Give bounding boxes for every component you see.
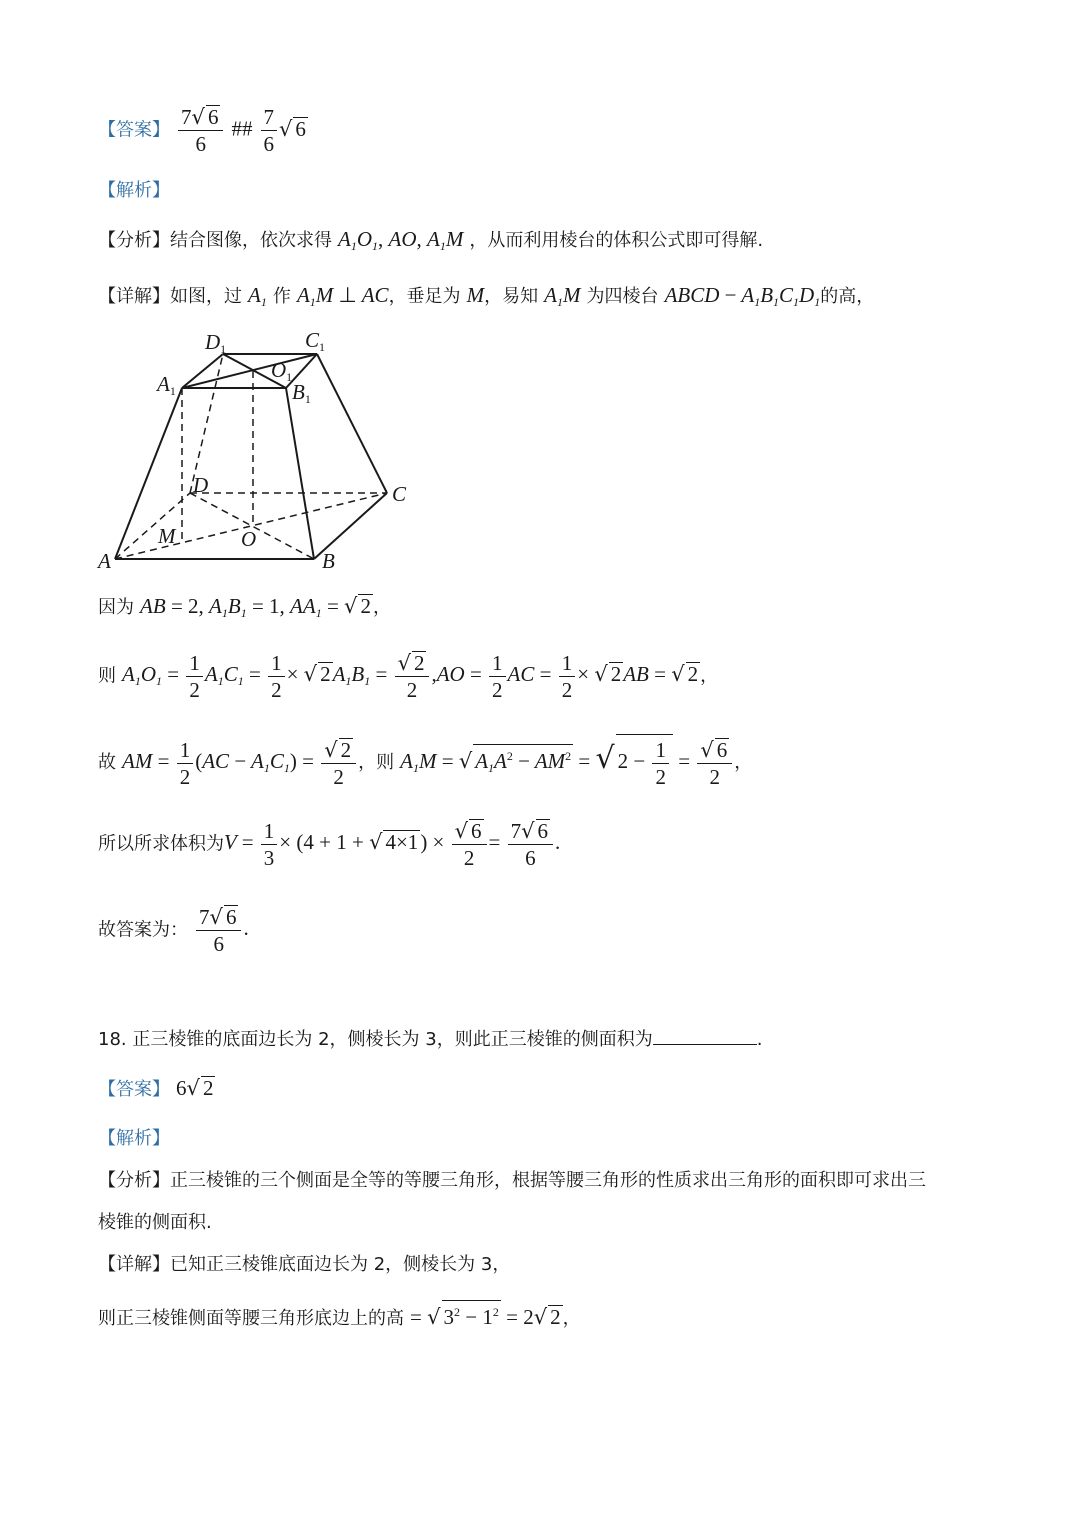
then-text: ，则 bbox=[358, 752, 395, 773]
q17-detail bbox=[98, 281, 874, 316]
edge-ad-hidden bbox=[115, 493, 190, 559]
then-text: 则 bbox=[98, 665, 116, 687]
volume-line bbox=[98, 818, 560, 871]
volume-math: V = $\frac{1}{3}$ × (4 + 1 + √ 4×1) × $\frac{√ 6}{2}$ = $\frac{7√ 6}{6}$ . bbox=[224, 819, 561, 870]
fenxi-text: 棱锥的侧面积. bbox=[98, 1212, 212, 1233]
fenxi-tag: 【分析】 bbox=[98, 1170, 170, 1191]
detail-text: ，易知 bbox=[484, 286, 539, 307]
detail-math: M bbox=[466, 283, 485, 307]
label-d1: D1 bbox=[205, 330, 227, 356]
q18-question bbox=[98, 1025, 762, 1054]
fenxi-formula: $A_1O_1$, AO, $A_1M$ bbox=[338, 227, 464, 253]
label-m: M bbox=[158, 524, 176, 548]
q18-answer-math: 6√ 2 bbox=[176, 1076, 214, 1100]
detail-text: 为四棱台 bbox=[586, 286, 659, 307]
answer-fraction-alt: $\frac{7}{6}$ bbox=[261, 104, 278, 157]
answer-sqrt: √ 6 bbox=[279, 116, 306, 141]
label-a1: A1 bbox=[157, 372, 176, 398]
label-b1: B1 bbox=[292, 380, 311, 406]
edge-bb1 bbox=[286, 388, 314, 559]
answer-separator: ## bbox=[231, 116, 253, 141]
detail-math: $A_1$ bbox=[248, 283, 267, 309]
q17-analysis-heading bbox=[98, 176, 170, 205]
last-line-text: 则正三棱锥侧面等腰三角形底边上的高 bbox=[98, 1308, 404, 1329]
final-math: $\frac{7√ 6}{6}$ . bbox=[194, 916, 249, 940]
answer-blank bbox=[653, 1026, 757, 1045]
fenxi-text: 正三棱锥的三个侧面是全等的等腰三角形，根据等腰三角形的性质求出三角形的面积即可求出三 bbox=[170, 1170, 926, 1191]
answer-fraction: $\frac{7√ 6}{6}$ bbox=[178, 104, 223, 157]
label-o: O bbox=[241, 527, 257, 551]
a1m-math: $A_1M$ = √ $A_1A^2 - AM^2$ = √ 2 − $\frac{1}{2}$ = $\frac{√ 6}{2}$ bbox=[400, 749, 734, 773]
detail-tag: 【详解】 bbox=[98, 1254, 170, 1275]
volume-text: 所以所求体积为 bbox=[98, 833, 224, 855]
label-o1: O1 bbox=[271, 358, 293, 384]
label-b: B bbox=[322, 549, 335, 573]
q18-answer-line bbox=[98, 1074, 215, 1104]
q17-answer-line bbox=[98, 104, 308, 157]
am-math: AM = $\frac{1}{2}$ $(AC - A_1C_1)$ = $\frac{√ 2}{2}$ bbox=[122, 749, 358, 773]
q18-analysis-heading bbox=[98, 1124, 170, 1153]
because-math: AB = 2, $A_1B_1 = 1$, $AA_1$ = √ 2 bbox=[140, 594, 371, 620]
edge-cc1 bbox=[317, 354, 387, 493]
detail-text: 的高， bbox=[820, 286, 875, 307]
therefore-text: 故 bbox=[98, 752, 116, 773]
detail-text: 如图，过 bbox=[170, 286, 242, 307]
q18-last-line: 则正三棱锥侧面等腰三角形底边上的高 = √ $3^2 - 1^2 = 2√$ 2 ， bbox=[98, 1300, 581, 1333]
q18-fenxi-1 bbox=[98, 1166, 926, 1195]
label-a: A bbox=[98, 549, 111, 573]
detail-math: $A_1M$ ⊥ AC bbox=[296, 283, 389, 309]
detail-text: 已知正三棱锥底面边长为 2，侧棱长为 3， bbox=[170, 1254, 511, 1275]
answer-tag: 【答案】 bbox=[98, 119, 170, 141]
label-c: C bbox=[392, 482, 407, 506]
q17-fenxi bbox=[98, 225, 763, 260]
final-text: 故答案为： bbox=[98, 919, 188, 941]
analysis-tag: 【解析】 bbox=[98, 180, 170, 201]
analysis-tag: 【解析】 bbox=[98, 1128, 170, 1149]
because-text: 因为 bbox=[98, 597, 134, 618]
height-math: = √ $3^2 - 1^2 = 2√$ 2 bbox=[410, 1305, 563, 1329]
a1o1-math: $A_1O_1$ = $\frac{1}{2}$ $A_1C_1$ = $\frac{1}{2}$ × √ $2A_1B_1$ = $\frac{√ 2}{2}$ ,AO = $\frac{1}{2}$ AC = $\frac{1}{2}$ × √ 2AB = √ 2 bbox=[122, 651, 699, 702]
detail-tag: 【详解】 bbox=[98, 286, 170, 307]
a1o1-line: 则 $A_1O_1$ = $\frac{1}{2}$ $A_1C_1$ = $\frac{1}{2}$ × √ $2A_1B_1$ = $\frac{√ 2}{2}$ ,AO = $\frac{1}{2}$ AC = $\frac{1}{2}$ × √ 2AB = √ 2 ， bbox=[98, 651, 719, 702]
am-line: 故 AM = $\frac{1}{2}$ $(AC - A_1C_1)$ = $\frac{√ 2}{2}$ ，则 $A_1M$ = √ $A_1A^2 - AM^2$ = √ 2 − $\frac{1}{2}$ = $\frac{√ 6}{2}$ ， bbox=[98, 734, 752, 790]
detail-text: ，垂足为 bbox=[388, 286, 461, 307]
q18-detail bbox=[98, 1250, 510, 1279]
q18-question-end: . bbox=[756, 1029, 763, 1050]
q18-question-text: 18. 正三棱锥的底面边长为 2，侧棱长为 3，则此正三棱锥的侧面积为 bbox=[98, 1029, 653, 1050]
detail-math: ABCD − $A_1B_1C_1D_1$ bbox=[664, 283, 821, 309]
q18-fenxi-2 bbox=[98, 1208, 212, 1237]
fenxi-tag: 【分析】 bbox=[98, 230, 170, 251]
frustum-diagram bbox=[95, 325, 425, 575]
label-c1: C1 bbox=[305, 328, 326, 354]
fenxi-text: 结合图像，依次求得 bbox=[170, 230, 332, 251]
because-line: 因为 AB = 2, $A_1B_1 = 1$, $AA_1$ = √ 2 ， bbox=[98, 594, 391, 620]
fenxi-text-end: ，从而利用棱台的体积公式即可得解. bbox=[469, 230, 764, 251]
answer-tag: 【答案】 bbox=[98, 1079, 170, 1100]
detail-text: 作 bbox=[272, 286, 291, 307]
detail-math: $A_1M$ bbox=[544, 283, 581, 309]
final-line bbox=[98, 904, 249, 957]
label-d: D bbox=[193, 473, 209, 497]
